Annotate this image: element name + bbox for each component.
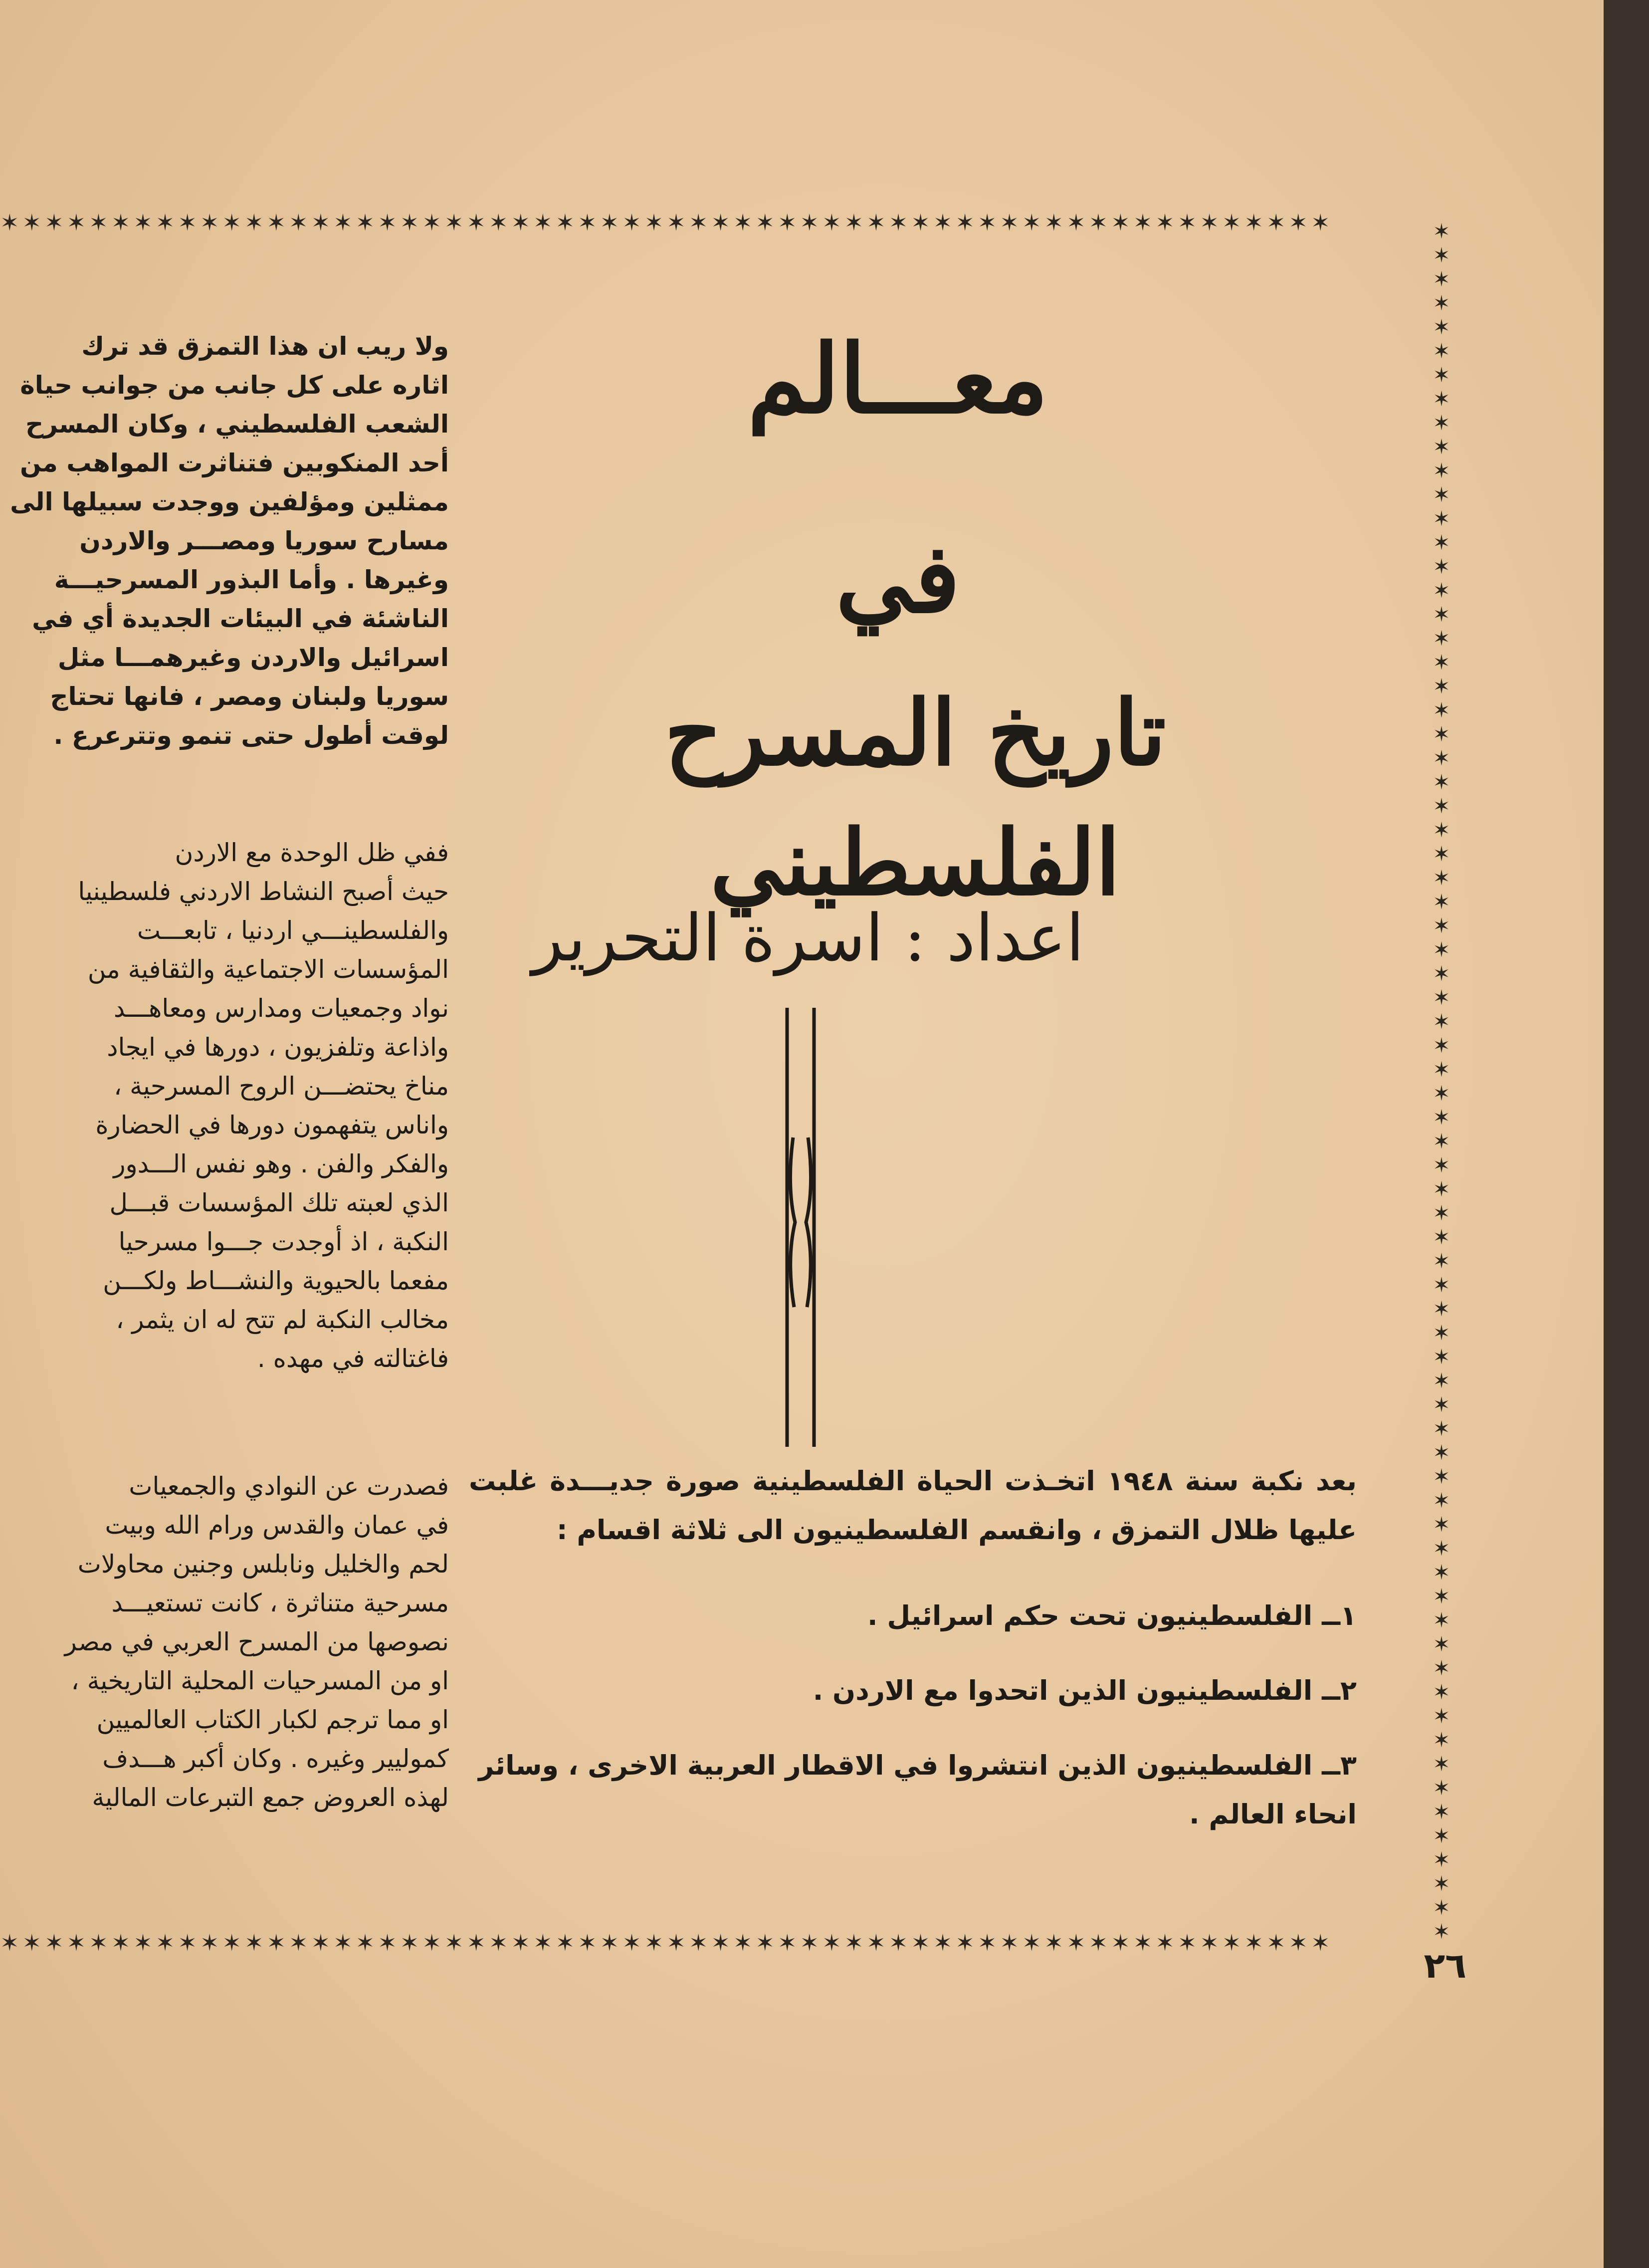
- left-column-line: او مما ترجم لكبار الكتاب العالميين: [96, 1705, 449, 1734]
- left-column-line: ولا ريب ان هذا التمزق قد ترك: [81, 332, 449, 361]
- left-column-line: واناس يتفهمون دورها في الحضارة: [95, 1111, 449, 1139]
- left-column-line: وغيرها . وأما البذور المسرحيـــة: [54, 565, 449, 594]
- vertical-ornament: [758, 1008, 843, 1457]
- left-column-line: مخالب النكبة لم تتح له ان يثمر ،: [116, 1305, 449, 1334]
- left-column-line: أحد المنكوبين فتناثرت المواهب من: [19, 449, 449, 477]
- left-column-line: سوريا ولبنان ومصر ، فانها تحتاج: [50, 682, 449, 711]
- left-column-line: مفعما بالحيوية والنشـــاط ولكـــن: [103, 1266, 449, 1295]
- left-column-line: كموليير وغيره . وكان أكبر هـــدف: [102, 1744, 449, 1773]
- left-column-line: الناشئة في البيئات الجديدة أي في: [32, 604, 449, 633]
- page-number: ٢٦: [1424, 1945, 1466, 1986]
- left-column-line: حيث أصبح النشاط الاردني فلسطينيا: [78, 877, 449, 906]
- binding-shadow: [1604, 0, 1649, 2268]
- left-column-line: ممثلين ومؤلفين ووجدت سبيلها الى: [10, 487, 449, 516]
- left-column-line: نواد وجمعيات ومدارس ومعاهـــد: [113, 994, 449, 1023]
- left-column-line: الذي لعبته تلك المؤسسات قبـــل: [109, 1188, 449, 1217]
- left-column-line: فصدرت عن النوادي والجمعيات: [129, 1472, 449, 1501]
- left-column-line: واذاعة وتلفزيون ، دورها في ايجاد: [107, 1033, 449, 1062]
- left-column-line: اسرائيل والاردن وغيرهمـــا مثل: [57, 643, 449, 672]
- list-item: ٣ــ الفلسطينيون الذين انتشروا في الاقطار العربية الاخرى ، وسائر انحاء العالم .: [478, 1750, 1357, 1830]
- left-column-line: الشعب الفلسطيني ، وكان المسرح: [25, 410, 449, 439]
- byline: اعداد : اسرة التحرير: [532, 900, 1084, 976]
- left-column-line: لهذه العروض جمع التبرعات المالية: [92, 1783, 449, 1812]
- left-column-line: مناخ يحتضـــن الروح المسرحية ،: [114, 1072, 449, 1101]
- list-item: ٢ــ الفلسطينيون الذين اتحدوا مع الاردن .: [813, 1675, 1357, 1706]
- left-column-line: مسرحية متناثرة ، كانت تستعيـــد: [111, 1588, 449, 1617]
- left-column-line: اثاره على كل جانب من جوانب حياة: [20, 371, 449, 400]
- page-title-line-3: تاريخ المسرح الفلسطيني: [664, 680, 1166, 915]
- left-column-line: النكبة ، اذ أوجدت جـــوا مسرحيا: [118, 1227, 449, 1256]
- left-column-line: لحم والخليل ونابلس وجنين محاولات: [77, 1550, 449, 1579]
- star-border-right: ✶✶✶✶✶✶✶✶✶✶✶✶✶✶✶✶✶✶✶✶✶✶✶✶✶✶✶✶✶✶✶✶✶✶✶✶✶✶✶✶✶✶✶✶✶✶✶✶✶✶✶✶✶✶✶✶✶✶✶✶✶✶✶✶✶✶✶✶✶✶✶✶: [1433, 220, 1450, 1941]
- left-column-line: مسارح سوريا ومصـــر والاردن: [79, 526, 449, 555]
- page-title-line-2: في: [835, 523, 960, 634]
- star-border-top: ✶✶✶✶✶✶✶✶✶✶✶✶✶✶✶✶✶✶✶✶✶✶✶✶✶✶✶✶✶✶✶✶✶✶✶✶✶✶✶✶✶✶✶✶✶✶✶✶✶✶✶✶✶✶✶✶✶✶✶✶: [0, 209, 1333, 236]
- left-column-line: نصوصها من المسرح العربي في مصر: [64, 1627, 449, 1656]
- list-item: ١ــ الفلسطينيون تحت حكم اسرائيل .: [867, 1600, 1357, 1631]
- left-column-line: فاغتالته في مهده .: [257, 1344, 449, 1373]
- star-border-bottom: ✶✶✶✶✶✶✶✶✶✶✶✶✶✶✶✶✶✶✶✶✶✶✶✶✶✶✶✶✶✶✶✶✶✶✶✶✶✶✶✶✶✶✶✶✶✶✶✶✶✶✶✶✶✶✶✶✶✶✶✶: [0, 1929, 1333, 1956]
- left-column-line: في عمان والقدس ورام الله وبيت: [105, 1511, 449, 1540]
- left-column-line: والفلسطينـــي اردنيا ، تابعـــت: [137, 916, 449, 945]
- left-column-line: والفكر والفن . وهو نفس الـــدور: [113, 1149, 449, 1178]
- left-column-line: المؤسسات الاجتماعية والثقافية من: [87, 955, 449, 984]
- page-title-line-1: معـــالم: [747, 323, 1048, 435]
- left-column-line: لوقت أطول حتى تنمو وتترعرع .: [53, 721, 449, 750]
- intro-paragraph: بعد نكبة سنة ١٩٤٨ اتخـذت الحياة الفلسطينية صورة جديـــدة غلبت عليها ظلال التمزق ، وانقسم الفلسطينيون الى ثلاثة اقسام :: [469, 1465, 1357, 1546]
- left-column-line: ففي ظل الوحدة مع الاردن: [175, 838, 449, 867]
- left-column-line: او من المسرحيات المحلية التاريخية ،: [71, 1666, 449, 1695]
